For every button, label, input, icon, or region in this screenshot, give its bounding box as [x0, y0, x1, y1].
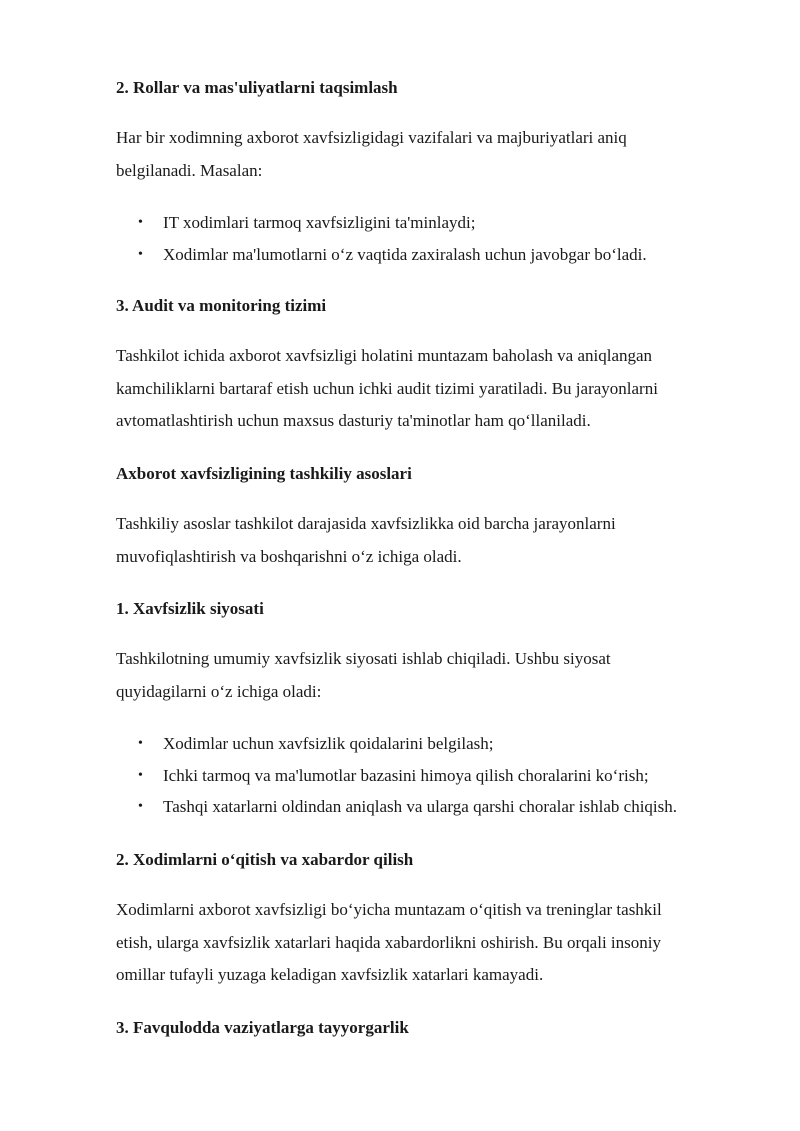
paragraph-line: quyidagilarni o‘z ichiga oladi: — [116, 681, 322, 701]
paragraph-line: muvofiqlashtirish va boshqarishni o‘z ichiga oladi. — [116, 546, 462, 566]
list-item-text: Tashqi xatarlarni oldindan aniqlash va ularga qarshi choralar ishlab chiqish. — [163, 797, 678, 816]
bullet-icon: • — [138, 799, 143, 814]
bullet-list-roles — [116, 212, 647, 275]
paragraph-line: belgilanadi. Masalan: — [116, 160, 263, 180]
paragraph-line: Tashkiliy asoslar tashkilot darajasida xavfsizlikka oid barcha jarayonlarni — [116, 514, 616, 533]
paragraph-line: Har bir xodimning axborot xavfsizligidagi vazifalari va majburiyatlari aniq — [116, 128, 627, 147]
section-heading-organizational: Axborot xavfsizligining tashkiliy asoslari — [116, 464, 412, 483]
paragraph-policy — [116, 643, 756, 708]
list-item — [116, 212, 647, 244]
list-item-text: Xodimlar ma'lumotlarni o‘z vaqtida zaxiralash uchun javobgar bo‘ladi. — [163, 244, 647, 264]
list-item — [116, 765, 677, 797]
bullet-list-policy — [116, 733, 677, 828]
section-heading-roles: 2. Rollar va mas'uliyatlarni taqsimlash — [116, 78, 398, 97]
section-heading-policy: 1. Xavfsizlik siyosati — [116, 599, 264, 618]
paragraph-line: omillar tufayli yuzaga keladigan xavfsizlik xatarlari kamayadi. — [116, 965, 544, 984]
paragraph-line: etish, ularga xavfsizlik xatarlari haqida xabardorlikni oshirish. Bu orqali insoniy — [116, 932, 661, 952]
list-item — [116, 796, 677, 828]
list-item-text: IT xodimlari tarmoq xavfsizligini ta'minlaydi; — [163, 213, 476, 232]
paragraph-line: kamchiliklarni bartaraf etish uchun ichki audit tizimi yaratiladi. Bu jarayonlarni — [116, 378, 658, 398]
list-item-text: Xodimlar uchun xavfsizlik qoidalarini belgilash; — [163, 734, 494, 753]
bullet-icon: • — [138, 767, 143, 783]
paragraph-organizational — [116, 508, 756, 573]
section-heading-audit: 3. Audit va monitoring tizimi — [116, 296, 327, 315]
paragraph-line: Tashkilot ichida axborot xavfsizligi holatini muntazam baholash va aniqlangan — [116, 346, 653, 365]
paragraph-audit — [116, 340, 756, 438]
section-heading-training: 2. Xodimlarni o‘qitish va xabardor qilish — [116, 850, 414, 869]
paragraph-line: Tashkilotning umumiy xavfsizlik siyosati ishlab chiqiladi. Ushbu siyosat — [116, 649, 611, 668]
bullet-icon: • — [138, 215, 143, 230]
paragraph-roles — [116, 122, 756, 187]
list-item-text: Ichki tarmoq va ma'lumotlar bazasini himoya qilish choralarini ko‘rish; — [163, 765, 649, 785]
paragraph-line: avtomatlashtirish uchun maxsus dasturiy ta'minotlar ham qo‘llaniladi. — [116, 411, 591, 430]
bullet-icon: • — [138, 246, 143, 262]
list-item — [116, 733, 677, 765]
paragraph-training — [116, 894, 756, 992]
section-heading-emergency: 3. Favqulodda vaziyatlarga tayyorgarlik — [116, 1018, 409, 1037]
list-item — [116, 244, 647, 276]
bullet-icon: • — [138, 736, 143, 751]
paragraph-line: Xodimlarni axborot xavfsizligi bo‘yicha muntazam o‘qitish va treninglar tashkil — [116, 900, 662, 919]
